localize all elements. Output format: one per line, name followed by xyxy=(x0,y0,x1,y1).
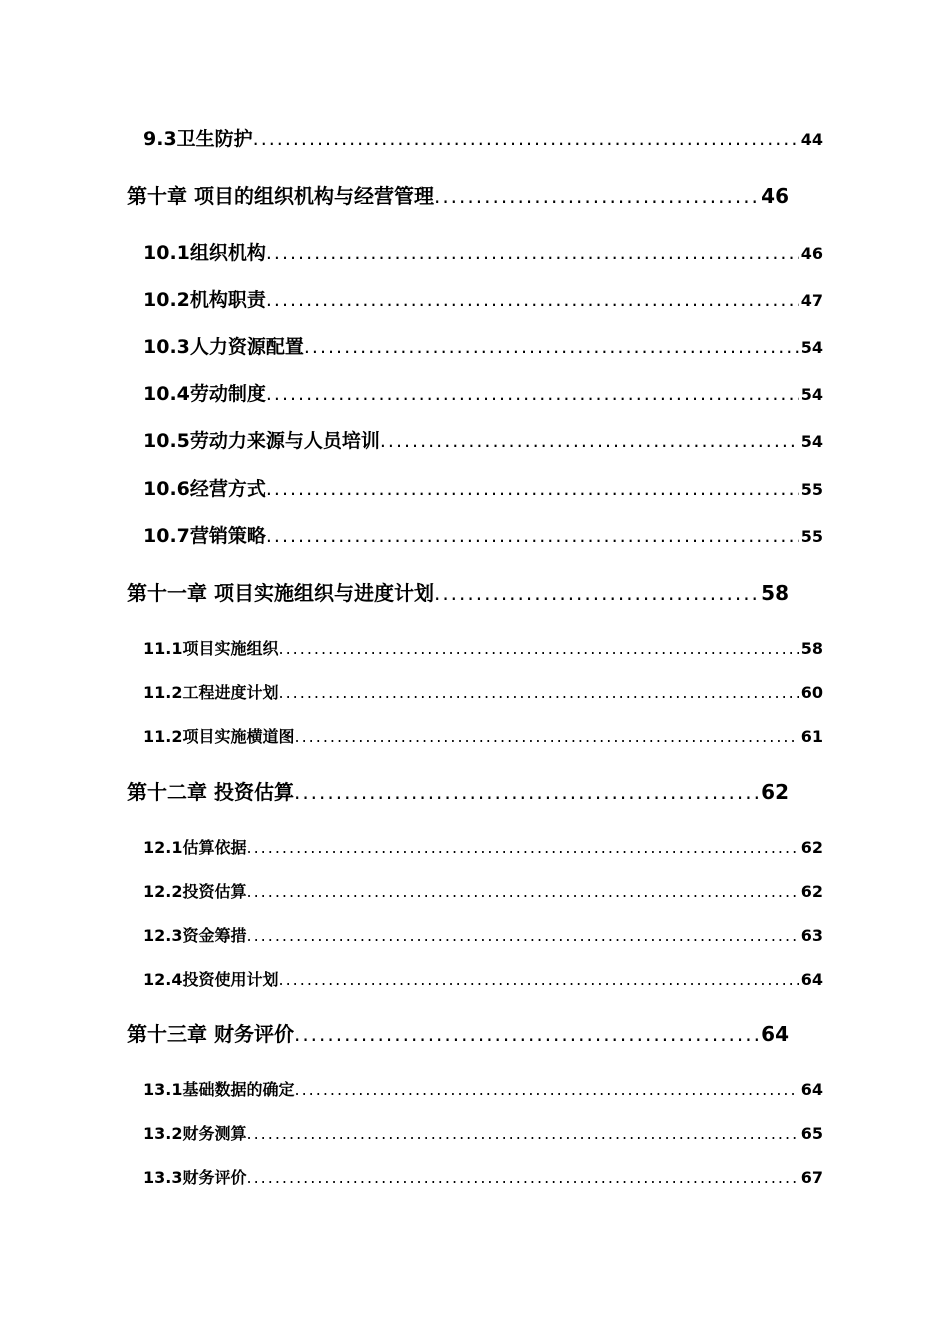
toc-entry-page: 65 xyxy=(800,1124,823,1143)
toc-entry-10-4[interactable] xyxy=(143,379,823,406)
toc-entry-page: 64 xyxy=(800,1080,823,1099)
toc-entry-title: 第十三章 财务评价 xyxy=(127,1022,294,1046)
toc-entry-10-7[interactable] xyxy=(143,521,823,548)
toc-chapter-13[interactable] xyxy=(127,1018,789,1047)
toc-entry-10-6[interactable] xyxy=(143,474,823,501)
toc-entry-title: 10.3人力资源配置 xyxy=(143,336,304,358)
toc-entry-12-4[interactable] xyxy=(143,967,823,990)
toc-entry-page: 55 xyxy=(800,480,823,499)
toc-entry-title: 第十章 项目的组织机构与经营管理 xyxy=(127,184,434,208)
toc-entry-page: 47 xyxy=(800,291,823,310)
toc-entry-title: 第十二章 投资估算 xyxy=(127,780,294,804)
toc-entry-12-3[interactable] xyxy=(143,923,823,946)
dot-leader xyxy=(380,430,799,452)
toc-entry-title: 10.4劳动制度 xyxy=(143,383,266,405)
toc-entry-page: 64 xyxy=(800,970,823,989)
toc-entry-title: 第十一章 项目实施组织与进度计划 xyxy=(127,581,434,605)
toc-entry-page: 62 xyxy=(800,838,823,857)
toc-entry-page: 62 xyxy=(761,780,789,804)
toc-entry-title: 12.2投资估算 xyxy=(143,882,247,901)
toc-entry-13-1[interactable] xyxy=(143,1077,823,1100)
toc-entry-title: 12.4投资使用计划 xyxy=(143,970,279,989)
dot-leader xyxy=(278,970,798,989)
toc-entry-title: 13.2财务测算 xyxy=(143,1124,247,1143)
dot-leader xyxy=(266,525,799,547)
dot-leader xyxy=(266,383,799,405)
toc-entry-page: 64 xyxy=(761,1022,789,1046)
dot-leader xyxy=(434,581,759,605)
toc-entry-title: 12.3资金筹措 xyxy=(143,926,247,945)
toc-entry-page: 58 xyxy=(761,581,789,605)
toc-entry-title: 11.2工程进度计划 xyxy=(143,683,279,702)
dot-leader xyxy=(304,336,799,358)
toc-entry-title: 10.7营销策略 xyxy=(143,525,266,547)
toc-entry-11-1[interactable] xyxy=(143,636,823,659)
dot-leader xyxy=(278,639,798,658)
toc-entry-10-1[interactable] xyxy=(143,238,823,265)
toc-entry-title: 10.5劳动力来源与人员培训 xyxy=(143,430,380,452)
toc-entry-page: 67 xyxy=(800,1168,823,1187)
toc-entry-9-3[interactable] xyxy=(143,124,823,151)
dot-leader xyxy=(294,780,759,804)
toc-entry-title: 12.1估算依据 xyxy=(143,838,247,857)
toc-entry-title: 11.2项目实施横道图 xyxy=(143,727,295,746)
toc-entry-page: 54 xyxy=(800,338,823,357)
toc-entry-page: 62 xyxy=(800,882,823,901)
toc-entry-title: 10.1组织机构 xyxy=(143,242,266,264)
toc-chapter-12[interactable] xyxy=(127,776,789,805)
dot-leader xyxy=(294,1080,798,1099)
toc-entry-11-2-chart[interactable] xyxy=(143,724,823,747)
toc-entry-page: 54 xyxy=(800,385,823,404)
toc-entry-13-3[interactable] xyxy=(143,1165,823,1188)
dot-leader xyxy=(294,1022,759,1046)
toc-chapter-11[interactable] xyxy=(127,577,789,606)
toc-entry-page: 60 xyxy=(800,683,823,702)
dot-leader xyxy=(294,727,798,746)
dot-leader xyxy=(246,1124,798,1143)
toc-entry-page: 63 xyxy=(800,926,823,945)
toc-entry-13-2[interactable] xyxy=(143,1121,823,1144)
dot-leader xyxy=(434,184,759,208)
dot-leader xyxy=(278,683,798,702)
toc-entry-page: 61 xyxy=(800,727,823,746)
toc-entry-title: 11.1项目实施组织 xyxy=(143,639,279,658)
toc-entry-page: 46 xyxy=(800,244,823,263)
toc-entry-title: 13.3财务评价 xyxy=(143,1168,247,1187)
dot-leader xyxy=(253,128,799,150)
toc-entry-10-3[interactable] xyxy=(143,332,823,359)
toc-entry-title: 10.6经营方式 xyxy=(143,478,266,500)
dot-leader xyxy=(266,478,799,500)
toc-entry-page: 46 xyxy=(761,184,789,208)
toc-entry-12-2[interactable] xyxy=(143,879,823,902)
toc-entry-11-2[interactable] xyxy=(143,680,823,703)
toc-entry-title: 13.1基础数据的确定 xyxy=(143,1080,295,1099)
dot-leader xyxy=(246,838,798,857)
toc-entry-title: 10.2机构职责 xyxy=(143,289,266,311)
toc-entry-12-1[interactable] xyxy=(143,835,823,858)
toc-entry-page: 55 xyxy=(800,527,823,546)
toc-chapter-10[interactable] xyxy=(127,180,789,209)
dot-leader xyxy=(246,882,798,901)
toc-entry-page: 54 xyxy=(800,432,823,451)
dot-leader xyxy=(246,1168,798,1187)
dot-leader xyxy=(266,289,799,311)
dot-leader xyxy=(246,926,798,945)
toc-entry-page: 58 xyxy=(800,639,823,658)
toc-entry-title: 9.3卫生防护 xyxy=(143,128,253,150)
toc-entry-10-5[interactable] xyxy=(143,426,823,453)
toc-entry-page: 44 xyxy=(800,130,823,149)
toc-entry-10-2[interactable] xyxy=(143,285,823,312)
dot-leader xyxy=(266,242,799,264)
